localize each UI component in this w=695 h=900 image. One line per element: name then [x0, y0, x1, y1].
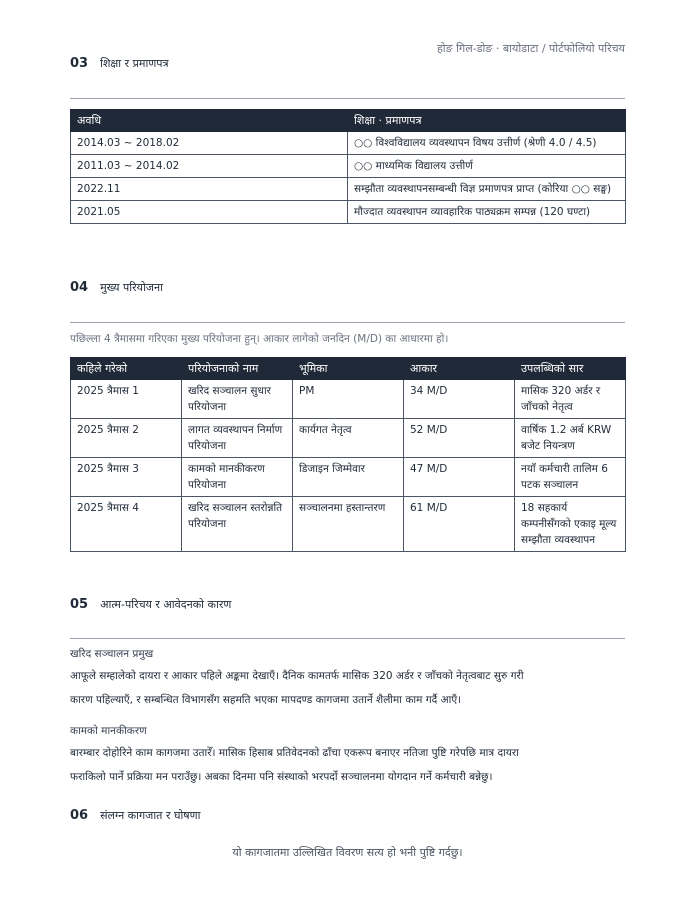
paragraph-line: आफूले सम्हालेको दायरा र आकार पहिले अङ्कमा देखाएँ। दैनिक कामतर्फ मासिक 320 अर्डर र जाँचको नेतृत्वबाट सुरु गरी	[70, 670, 524, 682]
section-number: 04	[70, 280, 89, 295]
section-title	[70, 280, 625, 295]
table-row	[71, 201, 626, 224]
when-cell: 2025 त्रैमास 3	[71, 458, 182, 497]
table-row	[71, 419, 626, 458]
role-cell: PM	[293, 380, 404, 419]
when-cell: 2025 त्रैमास 2	[71, 419, 182, 458]
subsection-heading: खरिद सञ्चालन प्रमुख	[70, 648, 154, 660]
period-cell: 2021.05	[71, 201, 348, 224]
size-cell: 52 M/D	[404, 419, 515, 458]
paragraph	[70, 741, 625, 789]
section-number: 06	[70, 808, 89, 823]
paragraph	[70, 664, 625, 712]
column-header: उपलब्धिको सार	[515, 358, 626, 380]
section-rule	[70, 322, 625, 323]
size-cell: 34 M/D	[404, 380, 515, 419]
running-header: होङ गिल-डोङ · बायोडाटा / पोर्टफोलियो परिचय	[436, 42, 625, 55]
table-row	[71, 178, 626, 201]
when-cell: 2025 त्रैमास 4	[71, 497, 182, 552]
table-row	[71, 380, 626, 419]
section-label: शिक्षा र प्रमाणपत्र	[100, 57, 169, 70]
section-title	[70, 56, 625, 71]
role-cell: सञ्चालनमा हस्तान्तरण	[293, 497, 404, 552]
section-number: 03	[70, 56, 89, 71]
education-table	[70, 109, 626, 224]
column-header: आकार	[404, 358, 515, 380]
project-name-cell: खरिद सञ्चालन सुधार परियोजना	[182, 380, 293, 419]
paragraph-line: कारण पहिल्याएँ, र सम्बन्धित विभागसँग सहमति भएका मापदण्ड कागजमा उतार्ने शैलीमा काम गर्दै आएँ।	[70, 694, 462, 706]
size-cell: 61 M/D	[404, 497, 515, 552]
section-title	[70, 597, 625, 612]
section-label: मुख्य परियोजना	[100, 281, 163, 294]
section-projects	[70, 280, 625, 295]
section-attachments	[70, 808, 625, 823]
education-table-wrap	[70, 109, 625, 224]
table-row	[71, 155, 626, 178]
column-header: परियोजनाको नाम	[182, 358, 293, 380]
role-cell: कार्यगत नेतृत्व	[293, 419, 404, 458]
education-cell: मौज्दात व्यवस्थापन व्यावहारिक पाठ्यक्रम सम्पन्न (120 घण्टा)	[348, 201, 626, 224]
when-cell: 2025 त्रैमास 1	[71, 380, 182, 419]
achievement-cell: 18 सहकार्य कम्पनीसँगको एकाइ मूल्य सम्झौता व्यवस्थापन	[515, 497, 626, 552]
column-header: कहिले गरेको	[71, 358, 182, 380]
education-cell: ○○ विश्वविद्यालय व्यवस्थापन विषय उत्तीर्ण (श्रेणी 4.0 / 4.5)	[348, 132, 626, 155]
table-row	[71, 132, 626, 155]
project-name-cell: खरिद सञ्चालन स्तरोन्नति परियोजना	[182, 497, 293, 552]
projects-note: पछिल्ला 4 त्रैमासमा गरिएका मुख्य परियोजना हुन्। आकार लागेको जनदिन (M/D) का आधारमा हो।	[70, 333, 449, 345]
subsection-heading: कामको मानकीकरण	[70, 725, 147, 737]
paragraph-line: फराकिलो पार्ने प्रक्रिया मन पराउँछु। अबका दिनमा पनि संस्थाको भरपर्दो सञ्चालनमा योगदान गर्ने कर्मचारी बन्नेछु।	[70, 771, 493, 783]
period-cell: 2022.11	[71, 178, 348, 201]
table-row	[71, 458, 626, 497]
size-cell: 47 M/D	[404, 458, 515, 497]
projects-table	[70, 357, 626, 552]
project-name-cell: लागत व्यवस्थापन निर्माण परियोजना	[182, 419, 293, 458]
column-header: भूमिका	[293, 358, 404, 380]
paragraph-line: बारम्बार दोहोरिने काम कागजमा उतारेँ। मासिक हिसाब प्रतिवेदनको ढाँचा एकरूप बनाएर नतिजा पुष्टि गरेपछि मात्र दायरा	[70, 747, 519, 759]
column-header: शिक्षा · प्रमाणपत्र	[348, 110, 626, 132]
achievement-cell: नयाँ कर्मचारी तालिम 6 पटक सञ्चालन	[515, 458, 626, 497]
column-header: अवधि	[71, 110, 348, 132]
education-cell: ○○ माध्यमिक विद्यालय उत्तीर्ण	[348, 155, 626, 178]
education-cell: सम्झौता व्यवस्थापनसम्बन्धी विज्ञ प्रमाणपत्र प्राप्त (कोरिया ○○ सङ्घ)	[348, 178, 626, 201]
period-cell: 2011.03 ~ 2014.02	[71, 155, 348, 178]
section-label: संलग्न कागजात र घोषणा	[100, 809, 201, 822]
role-cell: डिजाइन जिम्मेवार	[293, 458, 404, 497]
achievement-cell: वार्षिक 1.2 अर्ब KRW बजेट नियन्त्रण	[515, 419, 626, 458]
section-self-intro	[70, 597, 625, 612]
section-rule	[70, 98, 625, 99]
achievement-cell: मासिक 320 अर्डर र जाँचको नेतृत्व	[515, 380, 626, 419]
section-rule	[70, 638, 625, 639]
projects-table-wrap	[70, 357, 625, 552]
section-education	[70, 56, 625, 71]
declaration-text: यो कागजातमा उल्लिखित विवरण सत्य हो भनी पुष्टि गर्दछु।	[232, 846, 463, 859]
section-title	[70, 808, 625, 823]
table-row	[71, 497, 626, 552]
section-number: 05	[70, 597, 89, 612]
section-label: आत्म-परिचय र आवेदनको कारण	[100, 598, 232, 611]
period-cell: 2014.03 ~ 2018.02	[71, 132, 348, 155]
project-name-cell: कामको मानकीकरण परियोजना	[182, 458, 293, 497]
